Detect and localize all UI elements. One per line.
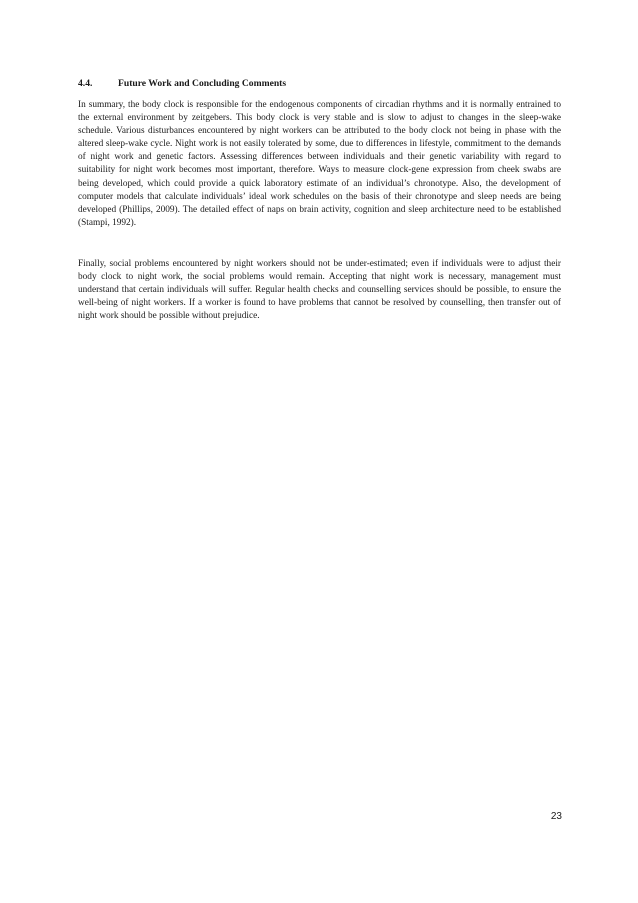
section-heading <box>78 77 286 90</box>
section-title: Future Work and Concluding Comments <box>118 78 287 89</box>
page-number: 23 <box>550 811 562 822</box>
paragraph-summary: In summary, the body clock is responsible for the endogenous components of circadian rhythms and it is normally entrained to the external environment by zeitgebers. This body clock is very stable and is slow to adjust to changes in the sleep-wake schedule. Various disturbances encountered by night workers can be attributed to the body clock not being in phase with the altered sleep-wake cycle. Night work is not easily tolerated by some, due to differences in lifestyle, commitment to the demands of night work and genetic factors. Assessing differences between individuals and their genetic variability with regard to suitability for night work becomes most important, therefore. Ways to measure clock-gene expression from cheek swabs are being developed, which could provide a quick laboratory estimate of an individual’s chronotype. Also, the development of computer models that calculate individuals’ ideal work schedules on the basis of their chronotype and sleep needs are being developed (Phillips, 2009). The detailed effect of naps on brain activity, cognition and sleep architecture need to be established (Stampi, 1992). <box>78 100 561 228</box>
paragraph-conclusion: Finally, social problems encountered by night workers should not be under-estimated; even if individuals were to adjust their body clock to night work, the social problems would remain. Accepting that night work is necessary, management must understand that certain individuals will suffer. Regular health checks and counselling services should be possible, to ensure the well-being of night workers. If a worker is found to have problems that cannot be resolved by counselling, then transfer out of night work should be possible without prejudice. <box>78 259 561 322</box>
section-number: 4.4. <box>78 78 93 89</box>
